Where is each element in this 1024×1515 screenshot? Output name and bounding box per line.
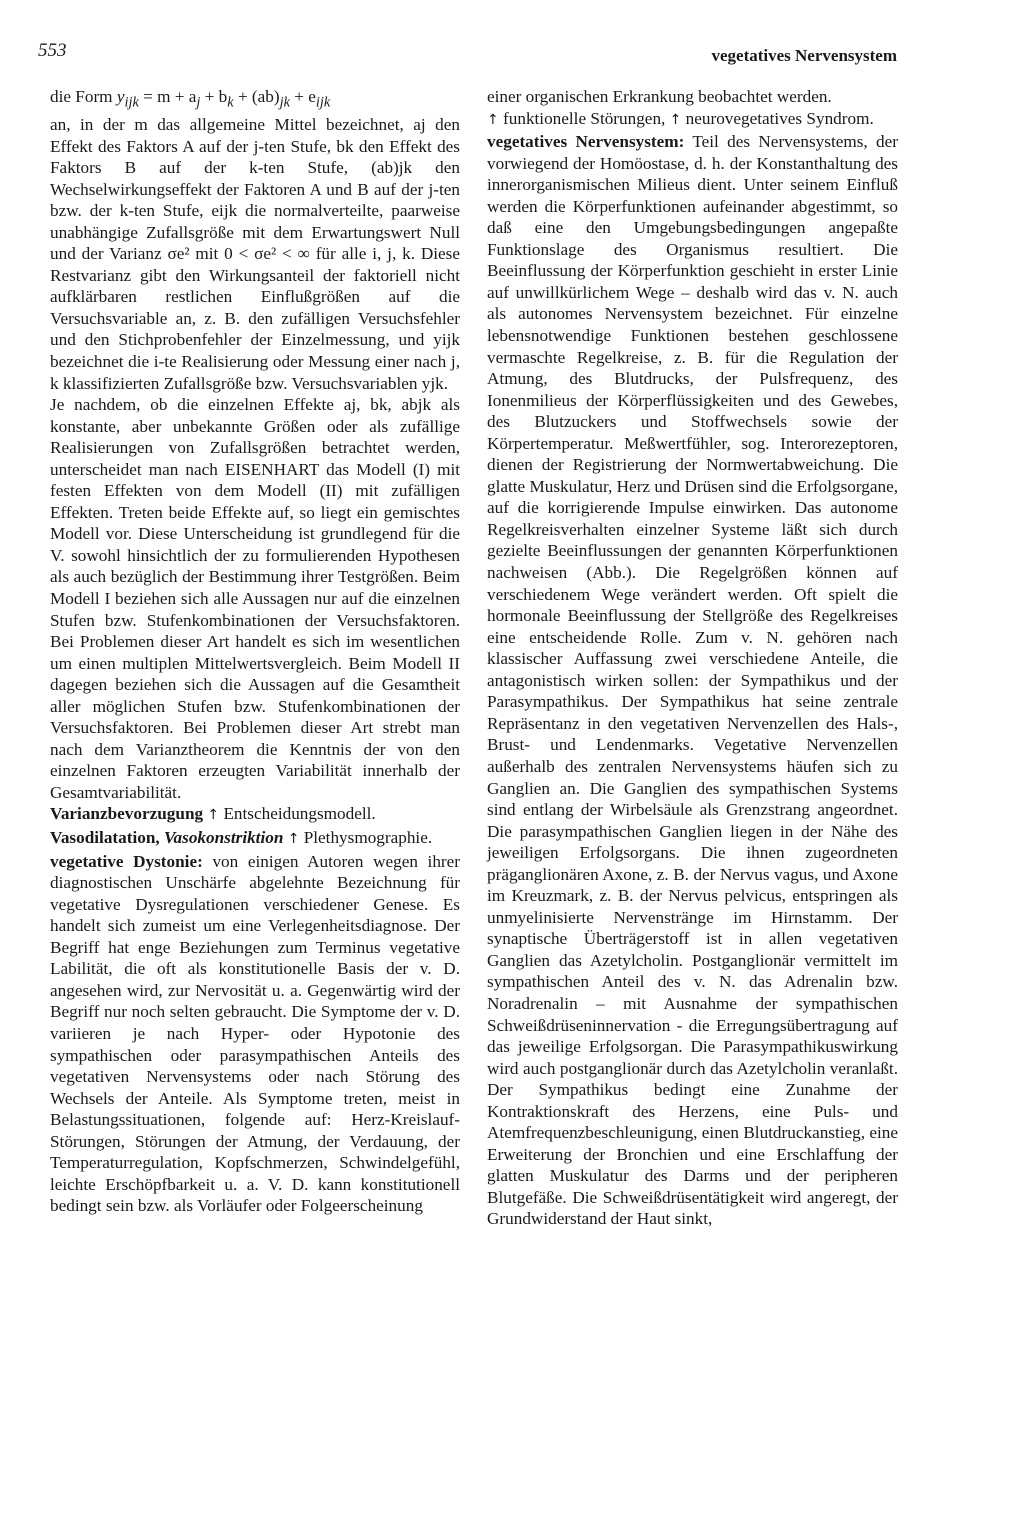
paragraph-definitions: an, in der m das allgemeine Mittel bezeichnet, aj den Effekt des Faktors A auf der j-ten Stufe, bk den Effekt des Faktors B auf der k-ten Stufe, (ab)jk den Wechselwirkungseffekt der Faktoren A und B auf der j-ten bzw. der k-ten Stufe, eijk die normalverteilte, paarweise unabhängige Zufallsgröße mit dem Erwartungswert Null und der Varianz σe² mit 0 < σe² < ∞ für alle i, j, k. Diese Restvarianz gibt den Wirkungsanteil der faktoriell nicht aufklärbaren restlichen Einflußgrößen auf die Versuchsvariable an, z. B. den zufälligen Versuchsfehler und den Stichprobenfehler der Einzelmessung, und yijk bezeichnet die i-te Realisierung oder Messung einer nach j, k klassifizierten Zufallsgröße bzw. Versuchsvariablen yjk. bbox=[50, 114, 460, 393]
entry-varianzbevorzugung: Varianzbevorzugung ↑ Entscheidungsmodell. bbox=[50, 804, 376, 824]
page-number: 553 bbox=[38, 40, 67, 61]
right-column bbox=[487, 86, 898, 1230]
arrow-icon: ↑ bbox=[207, 807, 220, 824]
continuation-text: einer organischen Erkrankung beobachtet werden. bbox=[487, 87, 832, 106]
formula-line: die Form $y_{ijk} = m + a_j + b_k + (ab)_{jk} + e_{ijk}$ bbox=[50, 87, 331, 111]
arrow-icon: ↑ bbox=[287, 831, 300, 848]
running-head: vegetatives Nervensystem bbox=[711, 46, 897, 65]
arrow-icon: ↑ bbox=[669, 111, 682, 128]
paragraph-models: Je nachdem, ob die einzelnen Effekte aj, bk, abjk als konstante, aber unbekannte Größen oder als zufällige Realisierungen von Zufallsgrößen betrachtet werden, unterscheidet man nach EISENHART das Modell (I) mit festen Effekten von dem Modell (II) mit zufälligen Effekten. Treten beide Effekte auf, so liegt ein gemischtes Modell vor. Diese Unterscheidung ist grundlegend für die V. sowohl hinsichtlich der zu formulierenden Hypothesen als auch bezüglich der Bestimmung ihrer Testgrößen. Beim Modell I beziehen sich alle Aussagen nur auf die einzelnen Stufen bzw. Stufenkombinationen der Versuchsfaktoren. Bei Problemen dieser Art handelt es sich im wesentlichen um einen multiplen Mittelwertsvergleich. Beim Modell II dagegen beziehen sich die Aussagen auf die Gesamtheit aller möglichen Stufen bzw. Stufenkombinationen der Versuchsfaktoren. Bei Problemen dieser Art strebt man nach dem Varianztheorem die Kenntnis der von den einzelnen Faktoren erzeugten Variabilität innerhalb der Gesamtvariabilität. bbox=[50, 395, 460, 802]
left-column bbox=[50, 86, 460, 1217]
entry-vegetative-dystonie: vegetative Dystonie: von einigen Autoren wegen ihrer diagnostischen Unschärfe abgelehnte Bezeichnung für vegetative Dysregulationen verschiedener Genese. Es handelt sich zumeist um eine Verlegenheitsdiagnose. Der Begriff hat enge Beziehungen zum Terminus vegetative Labilität, die oft als konstitutionelle Basis der v. D. angesehen wird, zur Nervosität u. a. Gegenwärtig wird der Begriff nur noch selten gebraucht. Die Symptome der v. D. variieren je nach Hyper- oder Hypotonie des sympathischen oder parasympathischen Anteils des vegetativen Nervensystems oder nach Störung des Wechsels der Anteile. Als Symptome treten, meist in Belastungssituationen, folgende auf: Herz-Kreislauf-Störungen, Störungen der Atmung, der Verdauung, der Temperaturregulation, Kopfschmerzen, Schwindelgefühl, leichte Erschöpfbarkeit u. a. V. D. kann konstitutionell bedingt sein bzw. als Vorläufer oder Folgeerscheinung bbox=[50, 851, 460, 1216]
cross-references: ↑ funktionelle Störungen, ↑ neurovegetatives Syndrom. bbox=[487, 108, 874, 128]
arrow-icon: ↑ bbox=[487, 111, 499, 128]
entry-vegetatives-nervensystem: vegetatives Nervensystem: Teil des Nervensystems, der vorwiegend der Homöostase, d. h. der Konstanthaltung des innerorganismischen Milieus dient. Unter seinem Einfluß werden die Körperfunktionen aufeinander abgestimmt, so daß eine den Umgebungsbedingungen angepaßte Funktionslage des Organismus resultiert. Die Beeinflussung der Körperfunktion geschieht in erster Linie auf unwillkürlichem Wege – deshalb wird das v. N. auch als autonomes Nervensystem bezeichnet. Für einzelne lebensnotwendige Funktionen bestehen geschlossene vermaschte Regelkreise, z. B. für die Regulation der Atmung, des Blutdrucks, der Pulsfrequenz, des Ionenmilieus der Körperflüssigkeiten und des Gewebes, des Blutzuckers und Stoffwechsels sowie der Körpertemperatur. Meßwertfühler, sog. Interorezeptoren, dienen der Registrierung der Normwertabweichung. Die glatte Muskulatur, Herz und Drüsen sind die Erfolgsorgane, auf die korrigierende Impulse einwirken. Das autonome Regelkreisverhalten einzelner Systeme läßt sich durch gezielte Beeinflussungen der genannten Körperfunktionen nachweisen (Abb.). Die Regelgrößen können auf verschiedenem Wege verändert werden. Oft spielt die hormonale Beeinflussung der Stellgröße des Regelkreises eine entscheidende Rolle. Zum v. N. gehören nach klassischer Auffassung zwei verschiedene Anteile, die antagonistisch wirken sollen: der Sympathikus und der Parasympathikus. Der Sympathikus hat seine zentrale Repräsentanz in den vegetativen Nervenzellen des Hals-, Brust- und Lendenmarks. Vegetative Nervenzellen außerhalb des zentralen Nervensystems häufen sich zu Ganglien an. Die Ganglien des sympathischen Systems sind entlang der Wirbelsäule als Grenzstrang angeordnet. Die parasympathischen Ganglien liegen in der Nähe des jeweiligen Erfolgsorgans. Die ihnen zugeordneten präganglionären Axone, z. B. der Nervus vagus, und Axone im Kreuzmark, z. B. der Nervus pelvicus, entspringen als unmyelinisierte Nervenstränge im Hirnstamm. Der synaptische Überträgerstoff ist in allen vegetativen Ganglien das Azetylcholin. Postganglionär vermittelt im sympathischen Anteil des v. N. das Adrenalin bzw. Noradrenalin – mit Ausnahme der sympathischen Schweißdrüseninnervation - die Erregungsübertragung auf das jeweilige Erfolgsorgan. Die Parasympathikuswirkung wird auch postganglionär durch das Azetylcholin veranlaßt. Der Sympathikus bedingt eine Zunahme der Kontraktionskraft des Herzens, eine Puls- und Atemfrequenzbeschleunigung, einen Blutdruckanstieg, eine Erweiterung der Bronchien und eine Erschlaffung der glatten Muskulatur des Darms und der peripheren Blutgefäße. Die Schweißdrüsentätigkeit wird angeregt, der Grundwiderstand der Haut sinkt, bbox=[487, 132, 898, 1229]
entry-vasodilatation: Vasodilatation, Vasokonstriktion ↑ Plethysmographie. bbox=[50, 828, 433, 848]
